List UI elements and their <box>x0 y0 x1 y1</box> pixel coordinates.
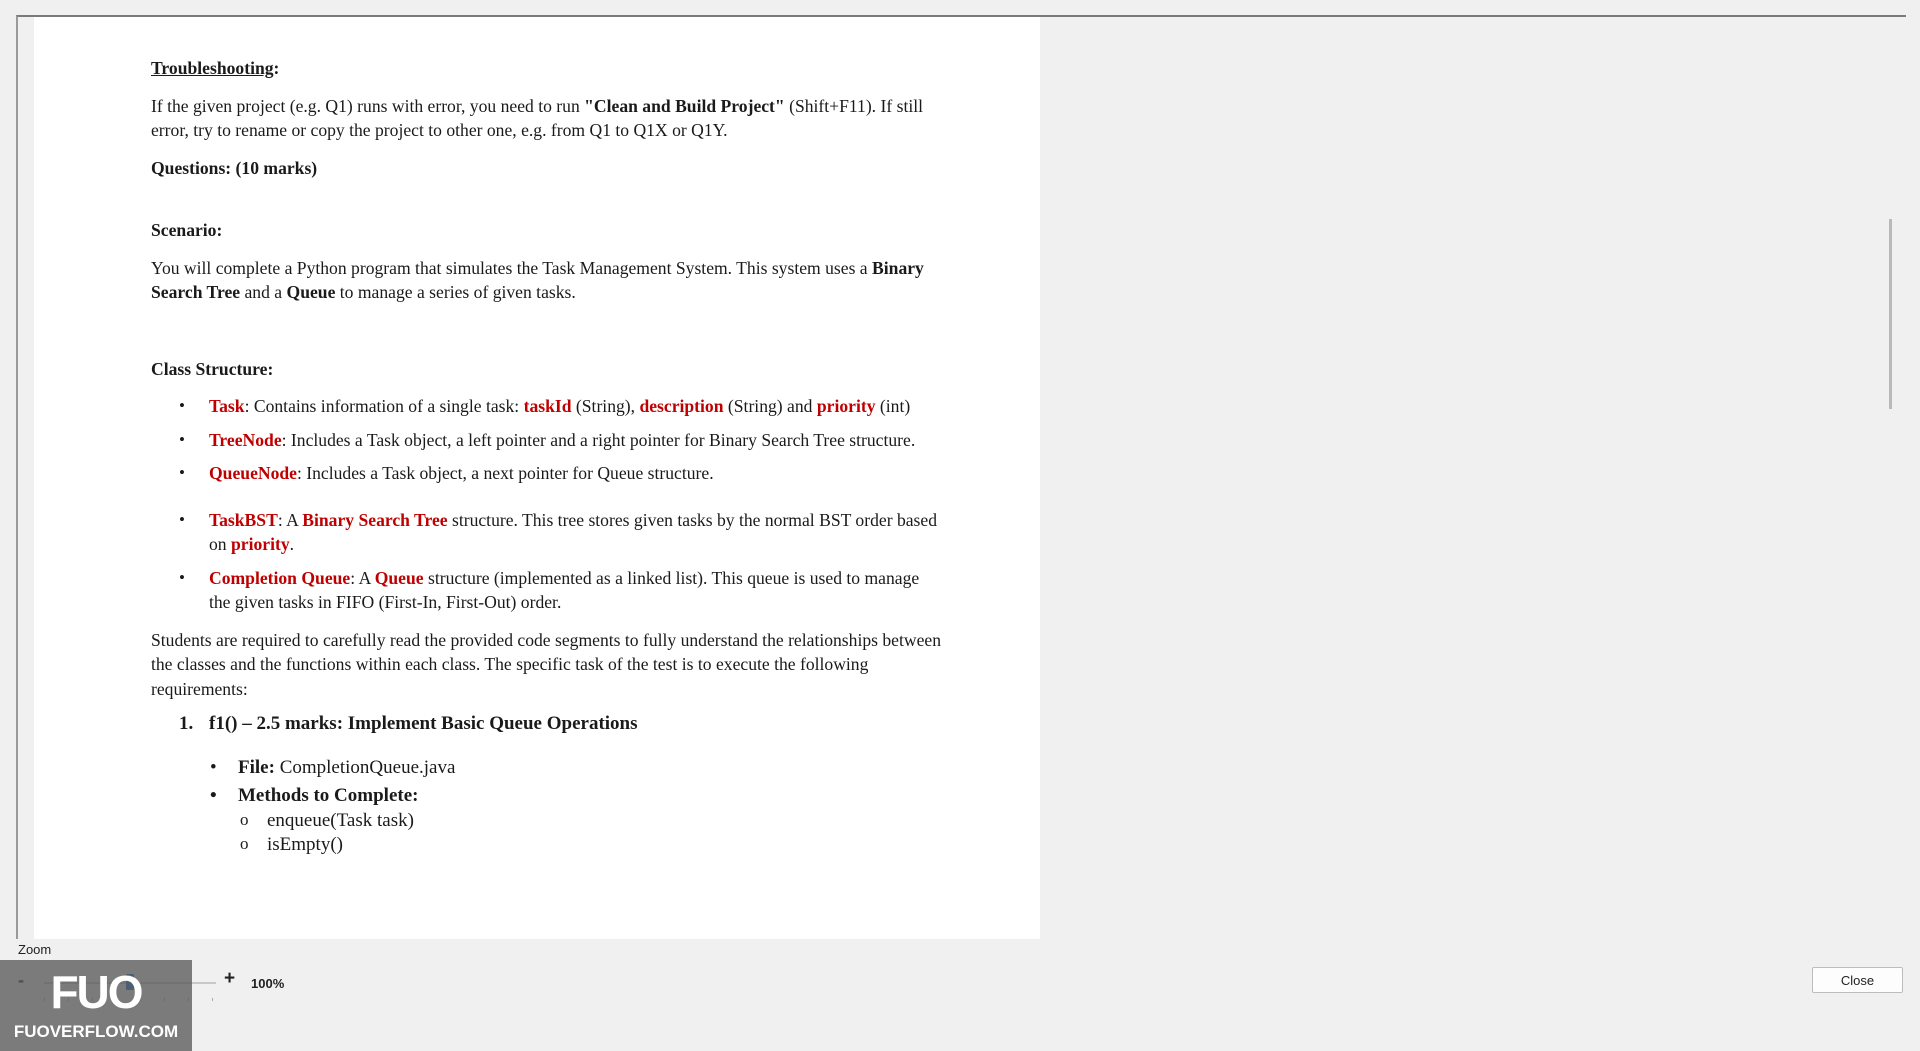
class-item: • TreeNode: Includes a Task object, a left pointer and a right pointer for Binary Search Tree structure. <box>151 428 941 453</box>
class-item: • QueueNode: Includes a Task object, a next pointer for Queue structure. <box>151 461 941 486</box>
class-item: • TaskBST: A Binary Search Tree structure. This tree stores given tasks by the normal BST order based on priority. <box>151 508 941 557</box>
zoom-value: 100% <box>251 976 285 991</box>
document-page <box>34 17 1040 939</box>
document-viewer <box>16 15 1906 939</box>
class-item: • Completion Queue: A Queue structure (implemented as a linked list). This queue is used to manage the given tasks in FIFO (First-In, First-Out) order. <box>151 566 941 615</box>
zoom-tick <box>212 998 213 1001</box>
method-item: o isEmpty() <box>151 833 941 858</box>
requirement-1-file: • File: CompletionQueue.java <box>151 756 941 781</box>
scenario-heading: Scenario: <box>151 220 223 240</box>
zoom-in-button[interactable]: + <box>224 968 236 989</box>
watermark-logo: FUO <box>50 966 142 1018</box>
troubleshooting-heading: Troubleshooting: <box>151 58 280 78</box>
questions-heading: Questions: (10 marks) <box>151 157 318 178</box>
class-structure-heading: Class Structure: <box>151 358 274 379</box>
students-paragraph: Students are required to carefully read the provided code segments to fully understand the relationships between the classes and the functions within each class. The specific task of the test is to execute the following requirements: <box>151 629 942 699</box>
page-content <box>151 51 941 858</box>
method-item: o enqueue(Task task) <box>151 809 941 834</box>
requirement-1-methods <box>151 809 941 858</box>
class-structure-list <box>151 394 941 615</box>
troubleshooting-paragraph: If the given project (e.g. Q1) runs with error, you need to run "Clean and Build Project" (Shift+F11). If still error, try to rename or copy the project to other one, e.g. from Q1 to Q1X or Q1Y. <box>151 95 923 140</box>
close-button[interactable]: Close <box>1812 967 1903 993</box>
scenario-paragraph: You will complete a Python program that simulates the Task Management System. This system uses a Binary Search Tree and a Queue to manage a series of given tasks. <box>151 257 924 302</box>
vertical-scrollbar-thumb[interactable] <box>1889 219 1892 409</box>
zoom-label: Zoom <box>18 942 52 957</box>
requirement-1-title: 1. f1() – 2.5 marks: Implement Basic Queue Operations <box>179 713 638 734</box>
watermark-site: FUOVERFLOW.COM <box>13 1022 179 1041</box>
class-item: • Task: Contains information of a single task: taskId (String), description (String) and priority (int) <box>151 394 941 419</box>
watermark <box>0 960 192 1051</box>
requirement-1-methods-label: • Methods to Complete: <box>151 784 941 809</box>
